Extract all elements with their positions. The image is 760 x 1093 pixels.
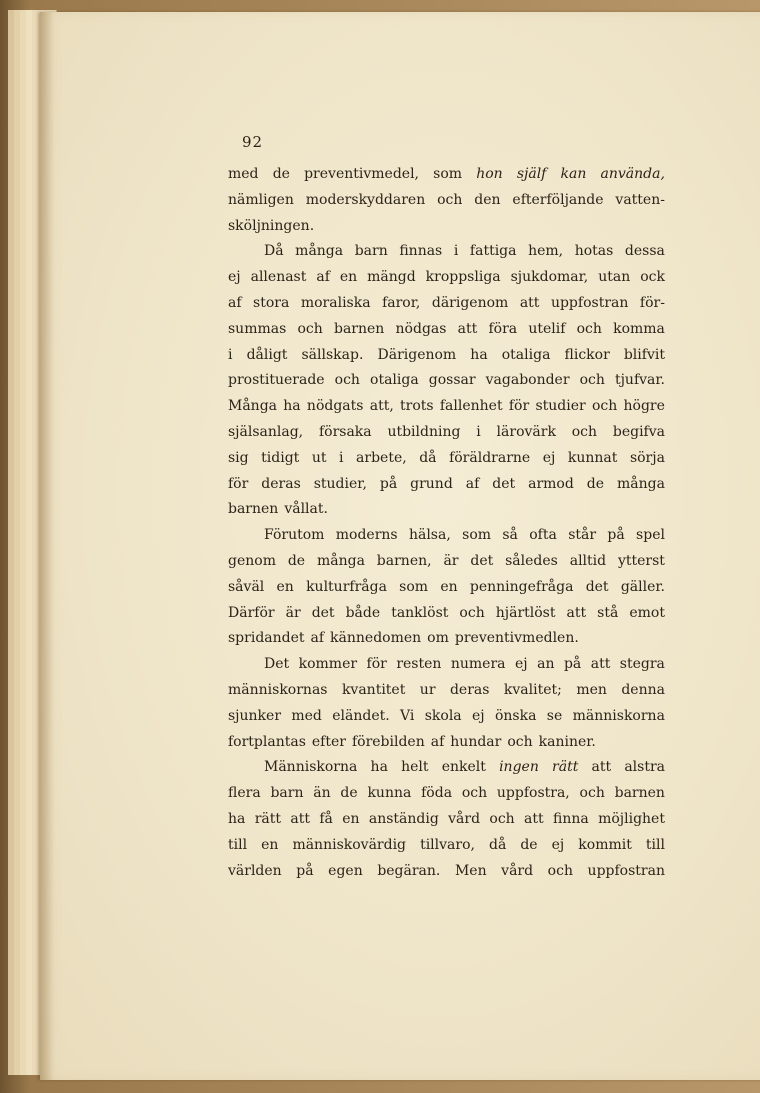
text-line xyxy=(228,601,665,627)
word: således xyxy=(505,552,558,569)
word: föda xyxy=(421,785,453,802)
word: för xyxy=(366,656,387,673)
word: på xyxy=(296,862,314,879)
word: med xyxy=(228,166,259,182)
word: blifvit xyxy=(623,346,665,363)
word: och xyxy=(437,191,463,208)
word: finnas xyxy=(399,243,443,260)
word: och xyxy=(489,810,515,827)
word: anständig xyxy=(368,810,439,827)
word: flera xyxy=(228,785,261,802)
word: det xyxy=(470,552,494,569)
word: Många xyxy=(228,398,278,415)
word: utan xyxy=(598,269,631,286)
word: för- xyxy=(639,294,665,311)
word: Vi xyxy=(400,707,415,724)
word: moderskyddaren xyxy=(305,191,426,208)
word: resten xyxy=(396,656,442,673)
word: stegra xyxy=(619,656,665,673)
text-line xyxy=(228,317,665,343)
word: att xyxy=(524,810,544,827)
word: alltid xyxy=(569,552,607,569)
word: deras xyxy=(449,681,490,698)
text-line xyxy=(228,626,665,652)
word: faror, xyxy=(382,294,421,311)
word: allenast xyxy=(250,269,307,286)
word: att xyxy=(591,759,612,776)
word: och xyxy=(547,862,573,879)
word: gäller. xyxy=(620,578,665,595)
word: nödgas xyxy=(395,320,447,337)
word: i xyxy=(339,449,344,466)
word: hundar xyxy=(450,733,502,750)
word: finna xyxy=(553,810,589,827)
text-line xyxy=(228,291,665,317)
word: i xyxy=(476,423,481,440)
word: sörja xyxy=(629,449,665,466)
word: ha xyxy=(470,346,488,363)
text-line xyxy=(228,755,665,781)
word: då xyxy=(488,836,507,853)
word: så xyxy=(502,527,518,544)
word: af xyxy=(465,475,480,492)
word: Människorna xyxy=(264,759,358,776)
word: sköljningen. xyxy=(228,217,315,234)
word: den xyxy=(474,191,501,208)
word: kännedomen xyxy=(330,630,422,647)
word: Förutom xyxy=(264,527,325,544)
word: många xyxy=(295,243,344,260)
word: rätt xyxy=(552,759,579,776)
word: som xyxy=(399,578,429,595)
word: ingen xyxy=(499,759,539,776)
word: människovärdig xyxy=(292,836,407,853)
text-line xyxy=(228,497,665,523)
text-line xyxy=(228,188,665,214)
text-line xyxy=(228,523,665,549)
word: gossar xyxy=(428,372,476,389)
word: ej xyxy=(228,269,241,286)
word: komma xyxy=(613,320,665,337)
word: uppfostra, xyxy=(496,785,570,802)
word: barnen xyxy=(228,501,279,518)
word: till xyxy=(228,836,248,853)
word: ha xyxy=(228,810,246,827)
word: föräldrarne xyxy=(449,449,531,466)
word: kvantitet xyxy=(341,681,406,698)
word: ofta xyxy=(529,527,557,544)
word: hotas xyxy=(574,243,614,260)
word: otaliga xyxy=(370,372,419,389)
word: och xyxy=(297,320,323,337)
text-line xyxy=(228,368,665,394)
word: tjufvar. xyxy=(614,372,665,389)
word: högre xyxy=(623,398,665,415)
word: människornas xyxy=(228,681,328,698)
text-line xyxy=(228,446,665,472)
word: är xyxy=(443,552,459,569)
word: studier, xyxy=(313,475,367,492)
text-line xyxy=(228,343,665,369)
word: ej xyxy=(472,707,485,724)
page-gutter-shadow xyxy=(40,12,54,1080)
word: i xyxy=(453,243,459,260)
word: kaniner. xyxy=(538,733,596,750)
word: emot xyxy=(629,604,665,621)
word: att xyxy=(290,810,310,827)
word: barn xyxy=(354,243,388,260)
word: hon xyxy=(476,166,503,182)
word: flickor xyxy=(564,346,610,363)
word: trots xyxy=(400,398,434,415)
text-line xyxy=(228,730,665,756)
word: kunna xyxy=(367,785,412,802)
word: summas xyxy=(228,320,287,337)
word: dessa xyxy=(624,243,665,260)
text-line xyxy=(228,704,665,730)
word: utelif xyxy=(528,320,566,337)
word: kroppsliga xyxy=(425,269,501,286)
word: nämligen xyxy=(228,191,294,208)
word: de xyxy=(586,475,605,492)
text-line xyxy=(228,162,665,188)
word: preventivmedel, xyxy=(304,166,419,182)
word: få xyxy=(319,810,333,827)
word: för xyxy=(228,475,249,492)
word: de xyxy=(340,785,358,802)
word: helt xyxy=(401,759,429,776)
text-line xyxy=(228,575,665,601)
word: arbete, xyxy=(356,449,407,466)
word: en xyxy=(342,810,360,827)
text-line xyxy=(228,781,665,807)
word: begifva xyxy=(612,423,665,440)
word: såväl xyxy=(228,578,265,595)
word: dåligt xyxy=(246,346,288,363)
word: alstra xyxy=(624,759,665,776)
word: en xyxy=(261,836,279,853)
word: af xyxy=(228,294,242,311)
word: de xyxy=(520,836,538,853)
word: och xyxy=(334,372,360,389)
word: armod xyxy=(528,475,574,492)
word: Då xyxy=(264,243,284,260)
word: i xyxy=(228,346,233,363)
word: och xyxy=(571,423,598,440)
word: på xyxy=(563,656,582,673)
word: efter xyxy=(311,733,346,750)
word: af xyxy=(430,733,445,750)
text-line xyxy=(228,833,665,859)
word: vatten- xyxy=(615,191,665,208)
word: af xyxy=(316,269,330,286)
word: kommer xyxy=(298,656,358,673)
word: Men xyxy=(454,862,487,879)
word: på xyxy=(607,527,625,544)
word: kan xyxy=(560,166,587,182)
word: står xyxy=(568,527,597,544)
word: efterföljande xyxy=(512,191,604,208)
body-text xyxy=(228,162,665,884)
word: men xyxy=(576,681,607,698)
word: för xyxy=(508,398,530,415)
word: de xyxy=(287,552,306,569)
word: barnen, xyxy=(376,552,432,569)
page-text-block xyxy=(228,132,665,884)
word: och xyxy=(576,320,602,337)
text-line xyxy=(228,678,665,704)
word: Därför xyxy=(228,604,275,621)
word: moderns xyxy=(335,527,398,544)
word: det xyxy=(585,578,609,595)
word: en xyxy=(339,269,358,286)
word: utbildning xyxy=(387,423,461,440)
word: är xyxy=(285,604,301,621)
word: denna xyxy=(621,681,665,698)
word: ur xyxy=(419,681,436,698)
word: hem, xyxy=(528,243,564,260)
word: hjärtlöst xyxy=(495,604,556,621)
word: både xyxy=(345,604,381,621)
word: Det xyxy=(264,656,290,673)
word: af xyxy=(310,630,325,647)
word: med xyxy=(291,707,322,724)
word: sig xyxy=(228,449,249,466)
word: att, xyxy=(369,398,394,415)
text-line xyxy=(228,549,665,575)
word: många xyxy=(316,552,365,569)
word: ytterst xyxy=(617,552,665,569)
page-number: 92 xyxy=(242,133,264,151)
text-line xyxy=(228,239,665,265)
word: att xyxy=(519,294,540,311)
word: att xyxy=(590,656,611,673)
text-line xyxy=(228,859,665,885)
word: själsanlag, xyxy=(228,423,304,440)
word: en xyxy=(440,578,458,595)
word: människorna xyxy=(572,707,665,724)
word: världen xyxy=(228,862,282,879)
word: fortplantas xyxy=(228,733,306,750)
word: och xyxy=(461,785,488,802)
word: hälsa, xyxy=(408,527,451,544)
word: spridandet xyxy=(228,630,305,647)
word: numera xyxy=(450,656,506,673)
word: spel xyxy=(636,527,665,544)
word: att xyxy=(566,604,587,621)
text-line xyxy=(228,394,665,420)
word: ej xyxy=(514,656,528,673)
word: stå xyxy=(597,604,619,621)
word: uppfostran xyxy=(587,862,665,879)
text-line xyxy=(228,807,665,833)
word: barnen xyxy=(334,320,385,337)
word: egen xyxy=(328,862,363,879)
word: och xyxy=(579,785,605,802)
text-line xyxy=(228,214,665,240)
word: föra xyxy=(488,320,518,337)
word: på xyxy=(379,475,398,492)
word: enkelt xyxy=(441,759,486,776)
word: fattiga xyxy=(469,243,517,260)
word: fallenhet xyxy=(439,398,503,415)
word: tanklöst xyxy=(391,604,449,621)
text-line xyxy=(228,652,665,678)
word: studier xyxy=(535,398,586,415)
word: ock xyxy=(640,269,665,286)
word: ej xyxy=(542,449,556,466)
word: grund xyxy=(410,475,453,492)
word: prostituerade xyxy=(228,372,325,389)
word: genom xyxy=(228,552,276,569)
word: det xyxy=(492,475,516,492)
word: eländet. xyxy=(332,707,390,724)
word: många xyxy=(617,475,665,492)
word: själf xyxy=(516,166,547,182)
word: försaka xyxy=(318,423,372,440)
word: rätt xyxy=(254,810,282,827)
word: se xyxy=(546,707,563,724)
word: mängd xyxy=(367,269,416,286)
word: och xyxy=(591,398,618,415)
word: de xyxy=(272,166,290,182)
word: till xyxy=(645,836,665,853)
word: kommit xyxy=(578,836,632,853)
word: kunnat xyxy=(567,449,618,466)
word: önska xyxy=(494,707,537,724)
word: vagabonder xyxy=(485,372,570,389)
word: och xyxy=(507,733,533,750)
word: som xyxy=(433,166,463,182)
word: uppfostran xyxy=(550,294,629,311)
word: skola xyxy=(424,707,462,724)
word: förebilden xyxy=(351,733,425,750)
word: än xyxy=(313,785,331,802)
word: penningefråga xyxy=(469,578,574,595)
word: om xyxy=(427,630,449,647)
word: sjunker xyxy=(228,707,282,724)
word: en xyxy=(276,578,294,595)
word: att xyxy=(457,320,478,337)
word: ej xyxy=(551,836,565,853)
word: ha xyxy=(283,398,301,415)
word: möjlighet xyxy=(598,810,665,827)
word: kulturfråga xyxy=(306,578,387,595)
word: vård xyxy=(448,810,481,827)
text-line xyxy=(228,472,665,498)
word: deras xyxy=(261,475,301,492)
word: barnen xyxy=(614,785,665,802)
word: som xyxy=(462,527,492,544)
word: därigenom xyxy=(431,294,509,311)
text-line xyxy=(228,265,665,291)
word: Därigenom xyxy=(377,346,457,363)
word: tillvaro, xyxy=(420,836,475,853)
word: vållat. xyxy=(284,501,328,518)
word: ut xyxy=(311,449,327,466)
word: nödgats xyxy=(306,398,364,415)
text-line xyxy=(228,420,665,446)
word: lärovärk xyxy=(496,423,556,440)
word: otaliga xyxy=(501,346,551,363)
word: barn xyxy=(270,785,304,802)
word: och xyxy=(459,604,485,621)
word: moraliska xyxy=(300,294,371,311)
word: ha xyxy=(370,759,388,776)
word: begäran. xyxy=(377,862,441,879)
word: tidigt xyxy=(261,449,300,466)
word: använda, xyxy=(600,166,665,182)
word: och xyxy=(579,372,605,389)
word: vård xyxy=(501,862,534,879)
word: då xyxy=(419,449,437,466)
word: preventivmedlen. xyxy=(454,630,579,647)
word: stora xyxy=(253,294,290,311)
word: kvalitet; xyxy=(503,681,562,698)
word: sällskap. xyxy=(301,346,364,363)
word: an xyxy=(537,656,555,673)
word: sjukdomar, xyxy=(510,269,589,286)
word: det xyxy=(311,604,335,621)
